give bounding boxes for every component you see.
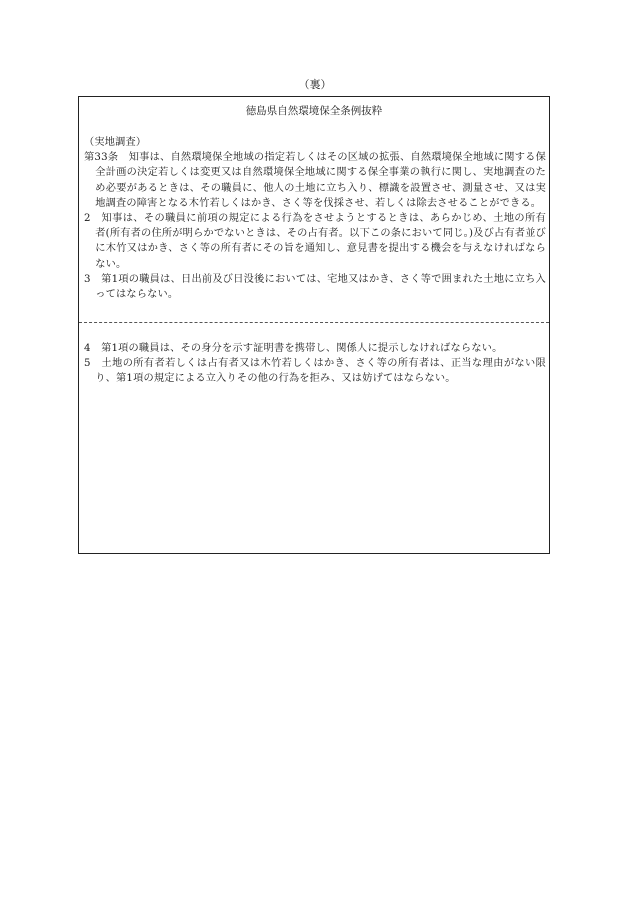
article-33-paragraph-5 <box>84 356 546 386</box>
paragraph-number: 5 <box>84 358 91 370</box>
document-title: 徳島県自然環境保全条例抜粋 <box>245 105 383 117</box>
paragraph-text: 第1項の職員は、その身分を示す証明書を携帯し、関係人に提示しなければならない。 <box>90 343 503 354</box>
upper-section <box>84 135 546 302</box>
document-frame <box>78 96 550 554</box>
article-33-paragraph-1 <box>84 150 546 211</box>
paragraph-text: 第1項の職員は、日出前及び日没後においては、宅地又はかき、さく等で囲まれた土地に立ち入ってはならない。 <box>90 273 546 301</box>
paragraph-text: 知事は、その職員に前項の規定による行為をさせようとするときは、あらかじめ、土地の所有者(所有者の住所が明らかでないときは、その占有者。以下この条において同じ。)及び占有者並びに木竹又はかき、さく等の所有者にその旨を通知し、意見書を提出する機会を与えなければならない。 <box>90 213 546 270</box>
paragraph-number: 4 <box>84 343 91 354</box>
article-number: 第33条 <box>84 152 119 164</box>
paragraph-text: 土地の所有者若しくは占有者又は木竹若しくはかき、さく等の所有者は、正当な理由がない限り、第1項の規定による立入りその他の行為を拒み、又は妨げてはならない。 <box>90 358 546 385</box>
paragraph-number: 2 <box>84 213 91 225</box>
page-side-label: （裏） <box>298 78 332 91</box>
article-33-paragraph-3 <box>84 272 546 302</box>
dashed-divider <box>79 322 549 323</box>
article-33-paragraph-2 <box>84 211 546 272</box>
section-heading: （実地調査） <box>84 137 147 148</box>
paragraph-text: 知事は、自然環境保全地域の指定若しくはその区域の拡張、自然環境保全地域に関する保全計画の決定若しくは変更又は自然環境保全地域に関する保全事業の執行に関し、実地調査のため必要があるときは、その職員に、他人の土地に立ち入り、標識を設置させ、測量させ、又は実地調査の障害となる木竹若しくはかき、さく等を伐採させ、若しくは除去させることができる。 <box>95 152 546 209</box>
article-33-paragraph-4 <box>84 341 546 356</box>
lower-section <box>84 341 546 387</box>
paragraph-number: 3 <box>84 273 91 285</box>
